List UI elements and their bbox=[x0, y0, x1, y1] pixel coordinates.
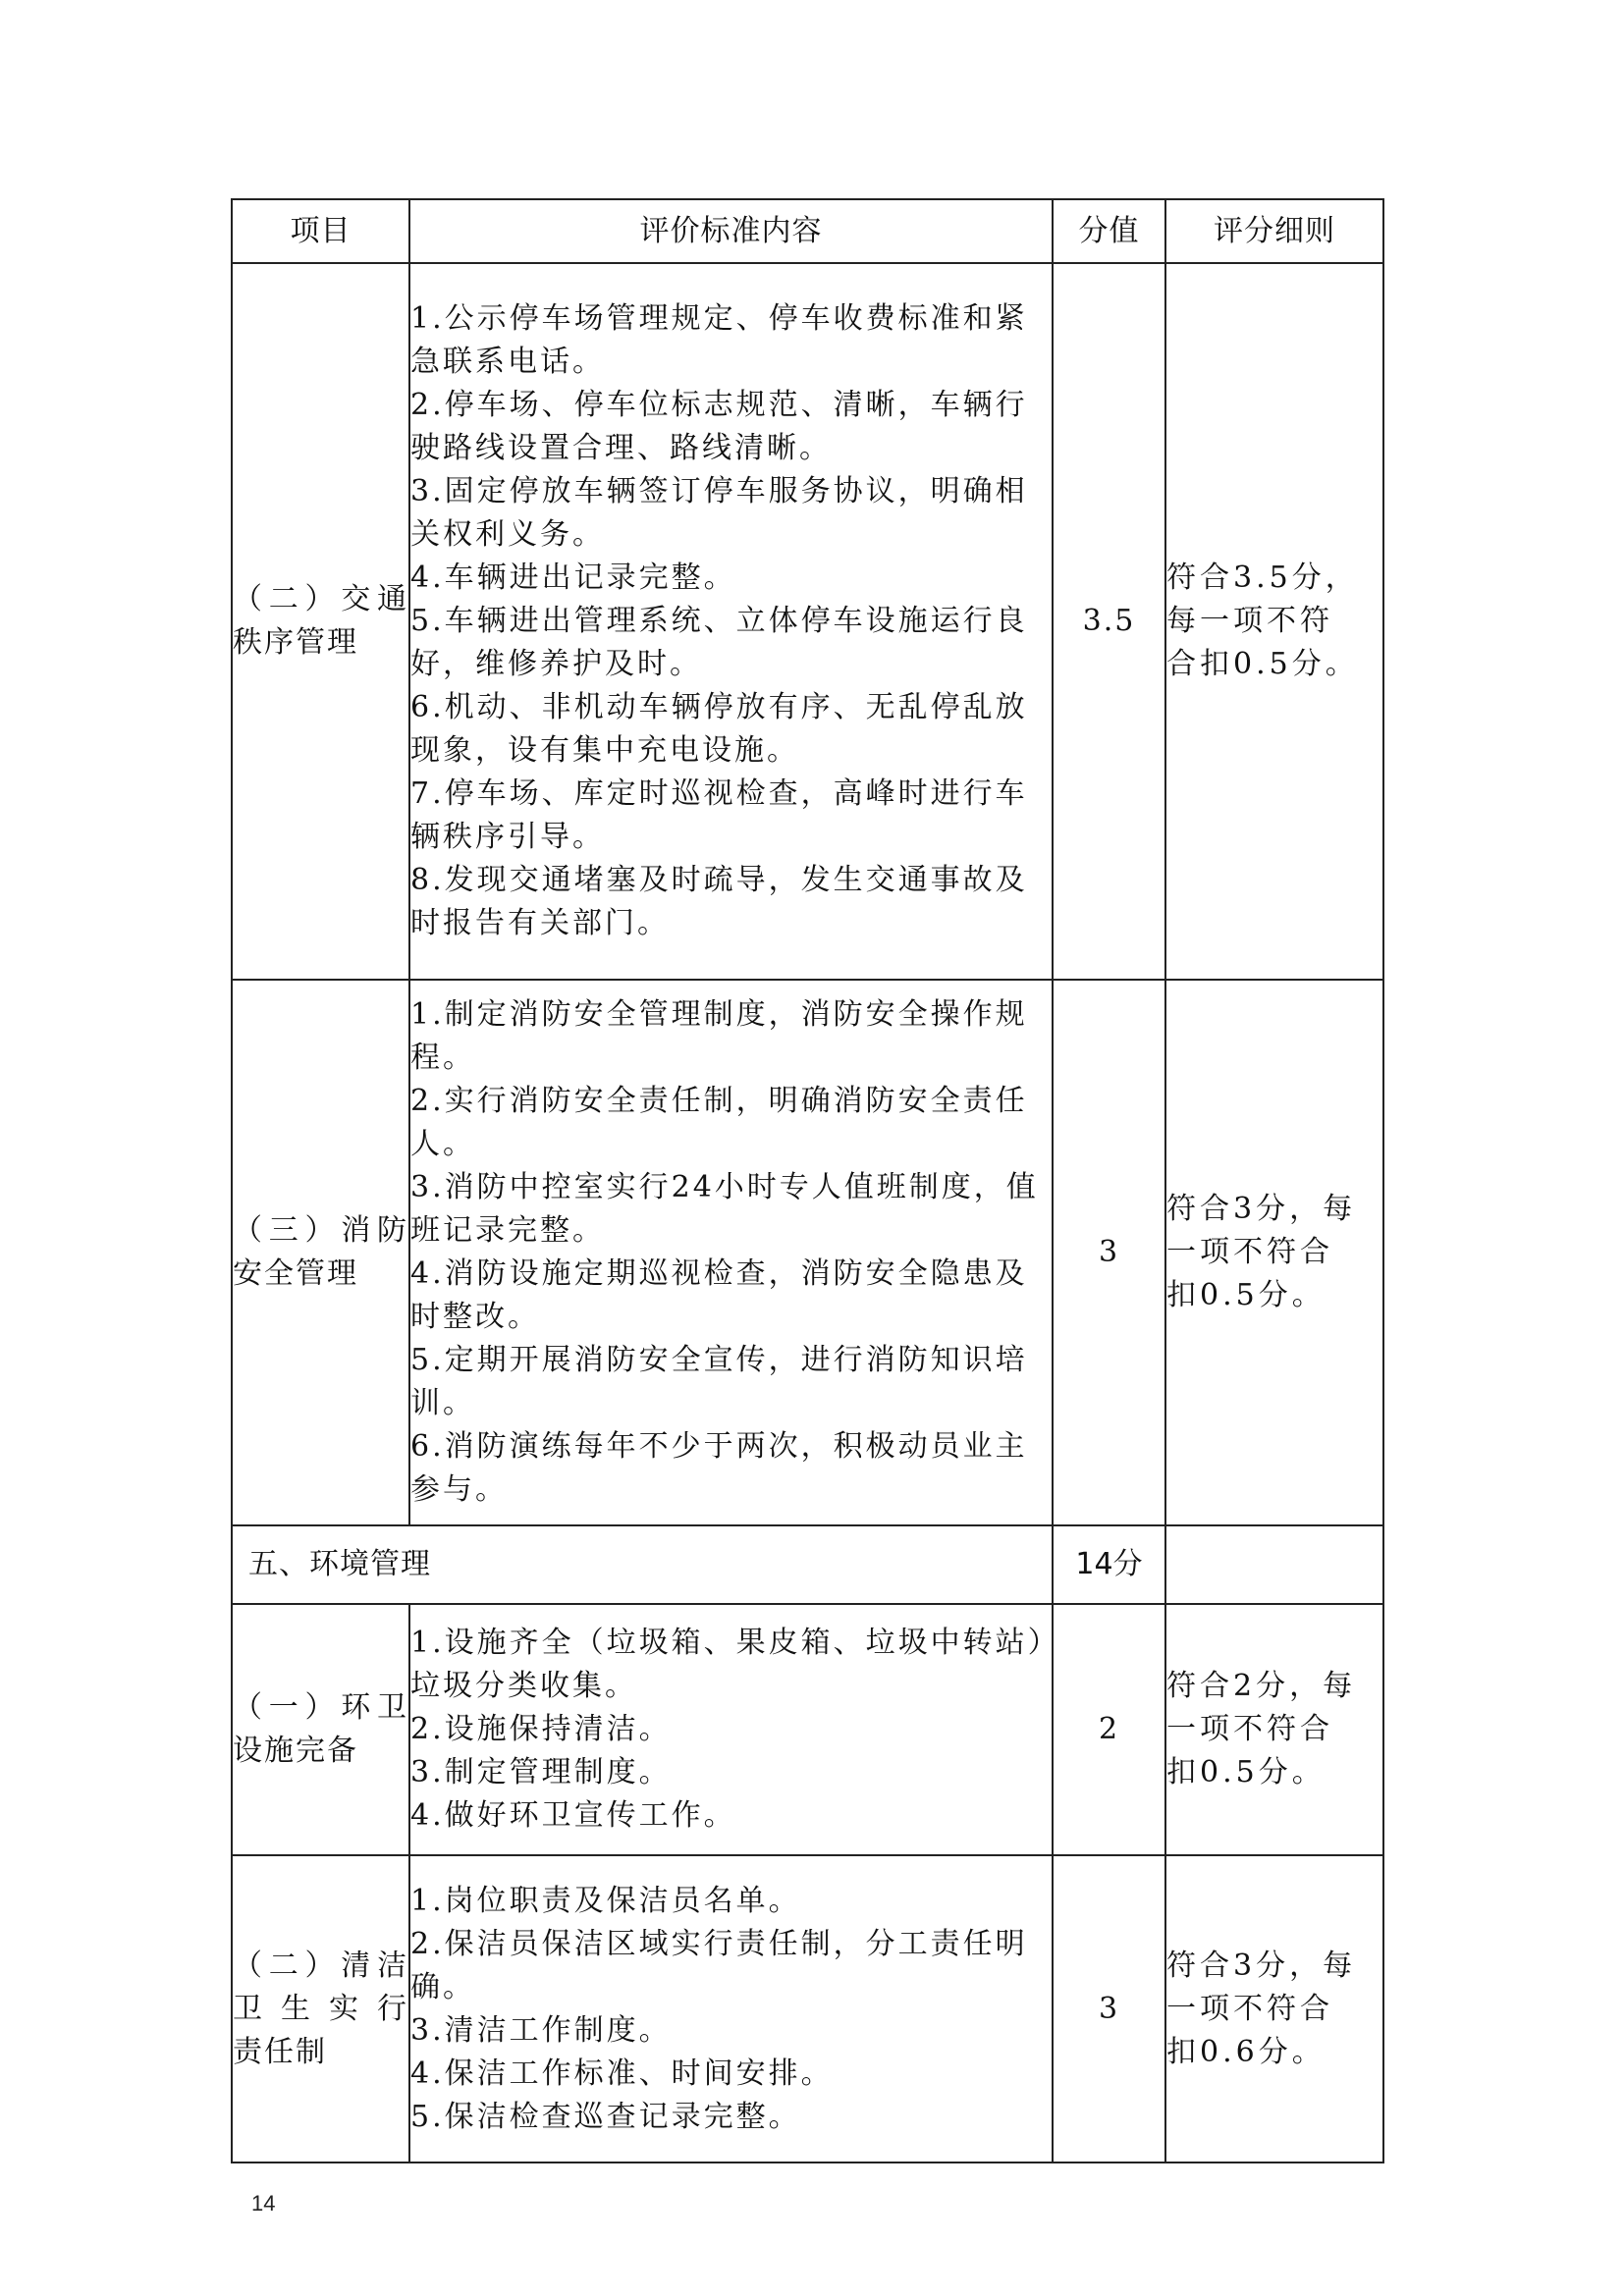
item-line: 责任制 bbox=[233, 2034, 327, 2069]
header-rule: 评分细则 bbox=[1165, 199, 1383, 263]
criteria-cell bbox=[409, 1855, 1053, 2163]
section-title: 五、环境管理 bbox=[232, 1525, 1053, 1604]
criteria-cell bbox=[409, 263, 1053, 980]
rule-line: 符合2分，每 bbox=[1166, 1669, 1357, 1703]
criteria-item: 2.设施保持清洁。 bbox=[410, 1712, 672, 1746]
criteria-item: 5.定期开展消防安全宣传，进行消防知识培训。 bbox=[410, 1343, 1028, 1420]
criteria-item: 5.保洁检查巡查记录完整。 bbox=[410, 2099, 801, 2134]
criteria-item: 3.消防中控室实行24小时专人值班制度，值班记录完整。 bbox=[410, 1170, 1039, 1248]
criteria-item: 3.固定停放车辆签订停车服务协议，明确相关权利义务。 bbox=[410, 474, 1028, 552]
evaluation-table bbox=[231, 198, 1384, 2163]
table-row bbox=[232, 980, 1383, 1525]
criteria-cell bbox=[409, 1604, 1053, 1855]
rule-line: 扣0.5分。 bbox=[1166, 1278, 1326, 1312]
header-score: 分值 bbox=[1053, 199, 1165, 263]
rule-line: 扣0.6分。 bbox=[1166, 2034, 1326, 2069]
criteria-item: 6.机动、非机动车辆停放有序、无乱停乱放现象，设有集中充电设施。 bbox=[410, 690, 1028, 768]
header-item: 项目 bbox=[232, 199, 409, 263]
rule-line: 合扣0.5分。 bbox=[1166, 647, 1359, 681]
item-line: 秩序管理 bbox=[233, 625, 358, 660]
section-row bbox=[232, 1525, 1383, 1604]
item-cell bbox=[232, 263, 409, 980]
criteria-item: 7.停车场、库定时巡视检查，高峰时进行车辆秩序引导。 bbox=[410, 776, 1028, 854]
rule-line: 每一项不符 bbox=[1166, 604, 1333, 638]
criteria-item: 1.制定消防安全管理制度，消防安全操作规程。 bbox=[410, 997, 1028, 1075]
rule-line: 符合3分，每 bbox=[1166, 1192, 1357, 1226]
item-line: 设施完备 bbox=[233, 1734, 358, 1768]
criteria-item: 3.制定管理制度。 bbox=[410, 1755, 672, 1789]
criteria-item: 2.实行消防安全责任制，明确消防安全责任人。 bbox=[410, 1084, 1028, 1161]
criteria-item: 4.保洁工作标准、时间安排。 bbox=[410, 2056, 834, 2091]
item-line: 卫生实行 bbox=[233, 1991, 408, 2026]
rule-cell bbox=[1165, 980, 1383, 1525]
criteria-item: 1.公示停车场管理规定、停车收费标准和紧急联系电话。 bbox=[410, 301, 1028, 379]
rule-line: 一项不符合 bbox=[1166, 1991, 1333, 2026]
rule-line: 符合3.5分， bbox=[1166, 561, 1359, 595]
criteria-cell bbox=[409, 980, 1053, 1525]
criteria-item: 6.消防演练每年不少于两次，积极动员业主参与。 bbox=[410, 1429, 1028, 1507]
table-row bbox=[232, 263, 1383, 980]
rule-cell bbox=[1165, 263, 1383, 980]
criteria-item: 2.保洁员保洁区域实行责任制，分工责任明确。 bbox=[410, 1926, 1028, 2004]
score-cell: 3 bbox=[1053, 980, 1165, 1525]
score-cell: 3 bbox=[1053, 1855, 1165, 2163]
rule-line: 一项不符合 bbox=[1166, 1235, 1333, 1269]
table-row bbox=[232, 1604, 1383, 1855]
item-cell bbox=[232, 1604, 409, 1855]
item-cell bbox=[232, 1855, 409, 2163]
page-number: 14 bbox=[251, 2191, 276, 2216]
rule-cell bbox=[1165, 1604, 1383, 1855]
criteria-item: 4.做好环卫宣传工作。 bbox=[410, 1798, 736, 1833]
criteria-item: 3.清洁工作制度。 bbox=[410, 2012, 672, 2048]
criteria-item: 4.车辆进出记录完整。 bbox=[410, 561, 736, 595]
rule-cell bbox=[1165, 1855, 1383, 2163]
score-cell: 2 bbox=[1053, 1604, 1165, 1855]
item-line: （一）环卫 bbox=[233, 1690, 408, 1725]
criteria-item: 5.车辆进出管理系统、立体停车设施运行良好，维修养护及时。 bbox=[410, 604, 1028, 681]
item-line: （二）交通 bbox=[233, 582, 408, 616]
item-cell bbox=[232, 980, 409, 1525]
criteria-item: 8.发现交通堵塞及时疏导，发生交通事故及时报告有关部门。 bbox=[410, 863, 1028, 940]
section-empty-cell bbox=[1165, 1525, 1383, 1604]
item-line: （三）消防 bbox=[233, 1213, 408, 1248]
rule-line: 扣0.5分。 bbox=[1166, 1755, 1326, 1789]
rule-line: 一项不符合 bbox=[1166, 1712, 1333, 1746]
rule-line: 符合3分，每 bbox=[1166, 1948, 1357, 1983]
criteria-item: 1.设施齐全（垃圾箱、果皮箱、垃圾中转站）垃圾分类收集。 bbox=[410, 1626, 1046, 1703]
criteria-item: 2.停车场、停车位标志规范、清晰，车辆行驶路线设置合理、路线清晰。 bbox=[410, 388, 1028, 465]
criteria-item: 4.消防设施定期巡视检查，消防安全隐患及时整改。 bbox=[410, 1256, 1028, 1334]
criteria-item: 1.岗位职责及保洁员名单。 bbox=[410, 1883, 801, 1918]
section-score: 14分 bbox=[1053, 1525, 1165, 1604]
table-header-row bbox=[232, 199, 1383, 263]
table-row bbox=[232, 1855, 1383, 2163]
header-criteria: 评价标准内容 bbox=[409, 199, 1053, 263]
item-line: 安全管理 bbox=[233, 1256, 358, 1291]
score-cell: 3.5 bbox=[1053, 263, 1165, 980]
item-line: （二）清洁 bbox=[233, 1948, 408, 1983]
